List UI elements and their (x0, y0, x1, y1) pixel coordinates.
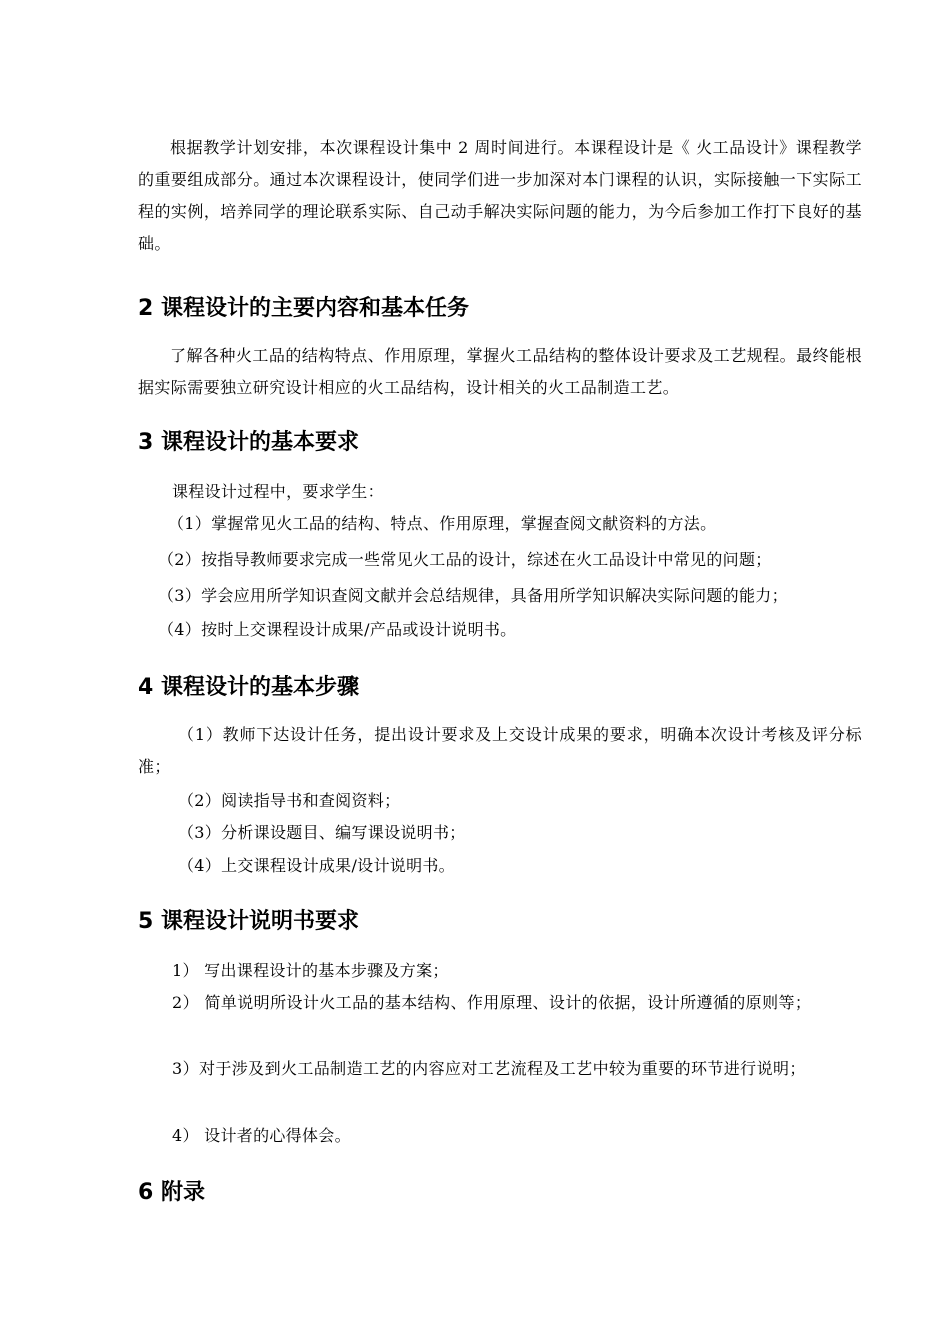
section-2-body: 了解各种火工品的结构特点、作用原理，掌握火工品结构的整体设计要求及工艺规程。最终能根据实际需要独立研究设计相应的火工品结构，设计相关的火工品制造工艺。 (138, 346, 862, 397)
intro-paragraph: 根据教学计划安排，本次课程设计集中 2 周时间进行。本课程设计是《 火工品设计》课程教学的重要组成部分。通过本次课程设计，使同学们进一步加深对本门课程的认识，实际接触一下实际工程的实例，培养同学的理论联系实际、自己动手解决实际问题的能力，为今后参加工作打下良好的基础。 (138, 138, 862, 253)
section-5-item-3: 3）对于涉及到火工品制造工艺的内容应对工艺流程及工艺中较为重要的环节进行说明； (172, 1059, 806, 1078)
section-3-item-1: （1）掌握常见火工品的结构、特点、作用原理，掌握查阅文献资料的方法。 (168, 514, 717, 533)
section-4-item-4: （4）上交课程设计成果/设计说明书。 (178, 856, 455, 875)
section-3-item-4: （4）按时上交课程设计成果/产品或设计说明书。 (158, 620, 517, 639)
section-5-heading: 5 课程设计说明书要求 (138, 909, 359, 934)
section-5-item-4: 4） 设计者的心得体会。 (172, 1126, 351, 1145)
section-3-item-3: （3）学会应用所学知识查阅文献并会总结规律，具备用所学知识解决实际问题的能力； (158, 586, 788, 605)
section-5-item-2: 2） 简单说明所设计火工品的基本结构、作用原理、设计的依据，设计所遵循的原则等； (172, 993, 812, 1012)
section-4-heading: 4 课程设计的基本步骤 (138, 675, 359, 700)
section-2-heading: 2 课程设计的主要内容和基本任务 (138, 296, 469, 321)
section-3-item-2: （2）按指导教师要求完成一些常见火工品的设计，综述在火工品设计中常见的问题； (158, 550, 772, 569)
section-3-heading: 3 课程设计的基本要求 (138, 430, 359, 455)
section-4-item-2: （2）阅读指导书和查阅资料； (178, 791, 401, 810)
section-4-item-3: （3）分析课设题目、编写课设说明书； (178, 823, 466, 842)
section-3-lead: 课程设计过程中，要求学生： (172, 482, 384, 501)
section-5-item-1: 1） 写出课程设计的基本步骤及方案； (172, 961, 449, 980)
section-4-item-1: （1）教师下达设计任务，提出设计要求及上交设计成果的要求，明确本次设计考核及评分标准； (138, 725, 862, 776)
section-6-heading: 6 附录 (138, 1180, 205, 1205)
